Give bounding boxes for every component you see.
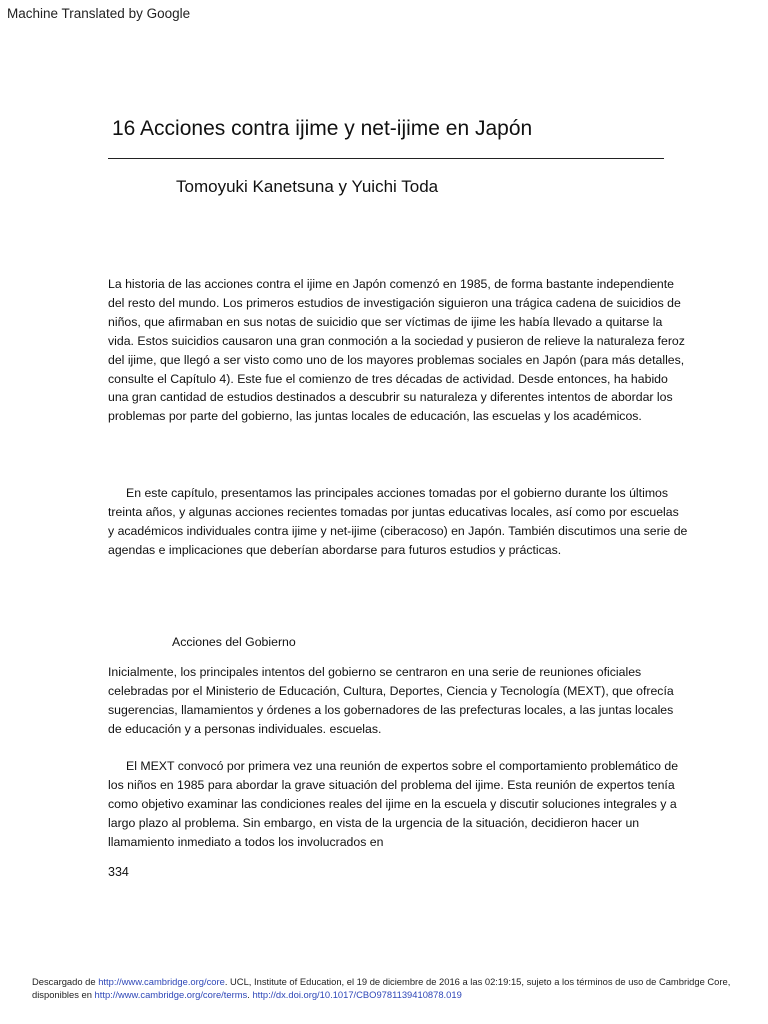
machine-translation-banner: Machine Translated by Google (7, 6, 191, 21)
body-paragraph-1: La historia de las acciones contra el ijime en Japón comenzó en 1985, de forma bastante independiente del resto del mundo. Los primeros estudios de investigación siguieron una trágica cadena de suicidios de niños, que afirmaban en sus notas de suicidio que ser víctimas de ijime les había llevado a quitarse la vida. Estos suicidios causaron una gran conmoción a la sociedad y pusieron de relieve la naturaleza feroz del ijime, que llegó a ser visto como uno de los mayores problemas sociales en Japón (para más detalles, consulte el Capítulo 4). Este fue el comienzo de tres décadas de actividad. Desde entonces, ha habido una gran cantidad de estudios destinados a descubrir su naturaleza y diferentes intentos de abordar los problemas por parte del gobierno, las juntas locales de educación, las escuelas y los académicos. (108, 277, 685, 424)
page-number: 334 (108, 865, 129, 879)
download-footer (32, 975, 742, 1001)
section-heading: Acciones del Gobierno (172, 635, 296, 649)
cambridge-core-link[interactable]: http://www.cambridge.org/core (98, 976, 225, 987)
cambridge-terms-link[interactable]: http://www.cambridge.org/core/terms (94, 989, 248, 1000)
body-paragraph-4: El MEXT convocó por primera vez una reunión de expertos sobre el comportamiento problemático de los niños en 1985 para abordar la grave situación del problema del ijime. Esta reunión de expertos tenía como objetivo examinar las condiciones reales del ijime en la escuela y discutir soluciones integrales y a largo plazo al problema. Sin embargo, en vista de la urgencia de la situación, decidieron hacer un llamamiento inmediato a todos los involucrados en (108, 759, 679, 849)
chapter-title: 16 Acciones contra ijime y net-ijime en Japón (112, 117, 533, 140)
chapter-authors: Tomoyuki Kanetsuna y Yuichi Toda (176, 177, 439, 196)
footer-prefix: Descargado de (32, 976, 99, 987)
footer-middle: . UCL, Institute of Education, el 19 de diciembre de 2016 a las 02:19:15, sujeto a los términos de uso de Cambridge Core, disponibles en (32, 976, 731, 1000)
title-divider (108, 158, 664, 159)
body-paragraph-2: En este capítulo, presentamos las principales acciones tomadas por el gobierno durante los últimos treinta años, y algunas acciones recientes tomadas por juntas educativas locales, así como por escuelas y académicos individuales contra ijime y net-ijime (ciberacoso) en Japón. También discutimos una serie de agendas e implicaciones que deberían abordarse para futuros estudios y prácticas. (108, 486, 688, 557)
doi-link[interactable]: http://dx.doi.org/10.1017/CBO9781139410878.019 (252, 989, 462, 1000)
footer-separator: . (247, 989, 253, 1000)
body-paragraph-3: Inicialmente, los principales intentos del gobierno se centraron en una serie de reuniones oficiales celebradas por el Ministerio de Educación, Cultura, Deportes, Ciencia y Tecnología (MEXT), que ofrecía sugerencias, llamamientos y órdenes a los gobernadores de las prefecturas locales, a las juntas locales de educación y a personas individuales. escuelas. (108, 665, 674, 736)
